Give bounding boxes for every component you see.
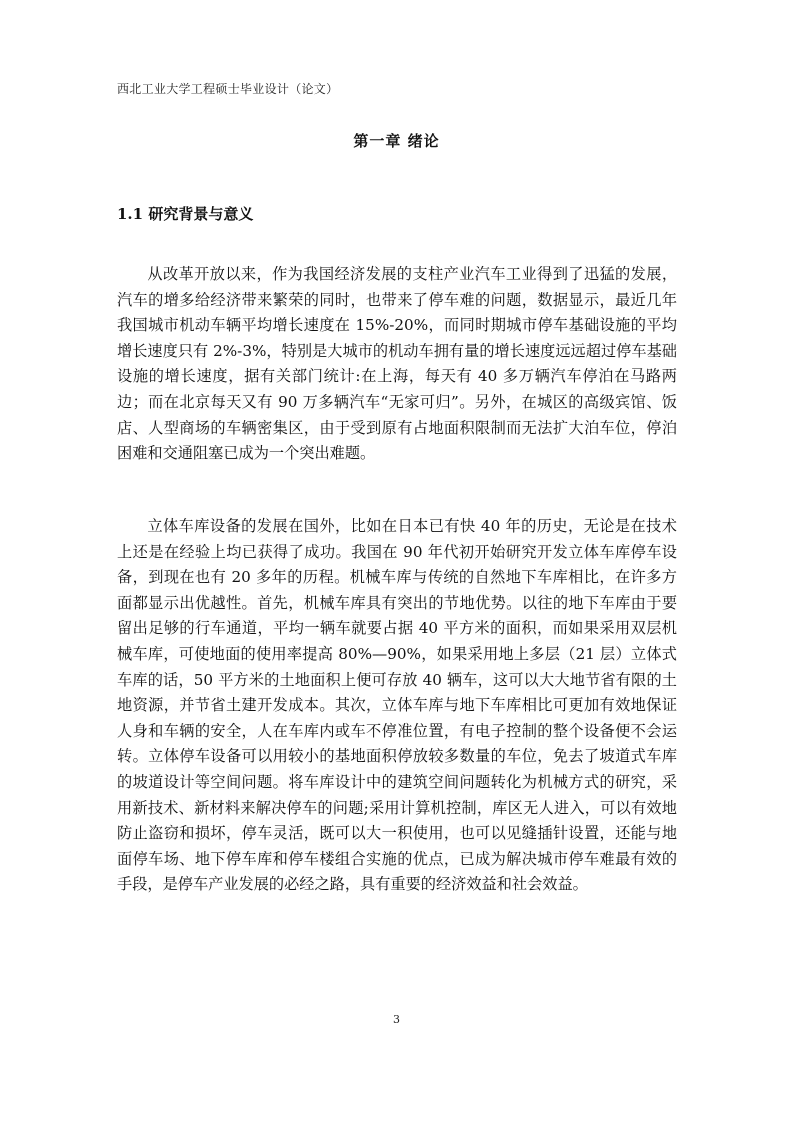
page-number: 3 — [393, 1013, 400, 1026]
running-header: 西北工业大学工程硕士毕业设计（论文） — [117, 82, 339, 96]
paragraph-development: 立体车库设备的发展在国外，比如在日本已有快 40 年的历史，无论是在技术上还是在经验上均已获得了成功。我国在 90 年代初开始研究开发立体车库停车设备，到现在也有 20 多年的历程。机械车库与传统的自然地下车库相比，在许多方面都显示出优越性。首先，机械车库具有突出的节地优势。以往的地下车库由于要留出足够的行车通道，平均一辆车就要占据 40 平方米的面积，而如果采用双层机械车库，可使地面的使用率提高 80%—90%，如果采用地上多层（21 层）立体式车库的话，50 平方米的土地面积上便可存放 40 辆车，这可以大大地节省有限的土地资源，并节省土建开发成本。其次，立体车库与地下车库相比可更加有效地保证人身和车辆的安全，人在车库内或车不停准位置，有电子控制的整个设备便不会运转。立体停车设备可以用较小的基地面积停放较多数量的车位，免去了坡道式车库的坡道设计等空间问题。将车库设计中的建筑空间问题转化为机械方式的研究，采用新技术、新材料来解决停车的问题;采用计算机控制，库区无人进入，可以有效地防止盗窃和损坏，停车灵活，既可以大一积使用，也可以见缝插针设置，还能与地面停车场、地下停车库和停车楼组合实施的优点，已成为解决城市停车难最有效的手段，是停车产业发展的必经之路，具有重要的经济效益和社会效益。 — [117, 517, 677, 894]
section-title: 1.1 研究背景与意义 — [117, 205, 254, 223]
paragraph-background: 从改革开放以来，作为我国经济发展的支柱产业汽车工业得到了迅猛的发展，汽车的增多给经济带来繁荣的同时，也带来了停车难的问题，数据显示，最近几年我国城市机动车辆平均增长速度在 15%-20%，而同时期城市停车基础设施的平均增长速度只有 2%-3%，特别是大城市的机动车拥有量的增长速度远远超过停车基础设施的增长速度，据有关部门统计:在上海，每天有 40 多万辆汽车停泊在马路两边；而在北京每天又有 90 万多辆汽车“无家可归”。另外，在城区的高级宾馆、饭店、人型商场的车辆密集区，由于受到原有占地面积限制而无法扩大泊车位，停泊困难和交通阻塞已成为一个突出难题。 — [117, 265, 677, 463]
chapter-title: 第一章 绪论 — [353, 132, 440, 150]
